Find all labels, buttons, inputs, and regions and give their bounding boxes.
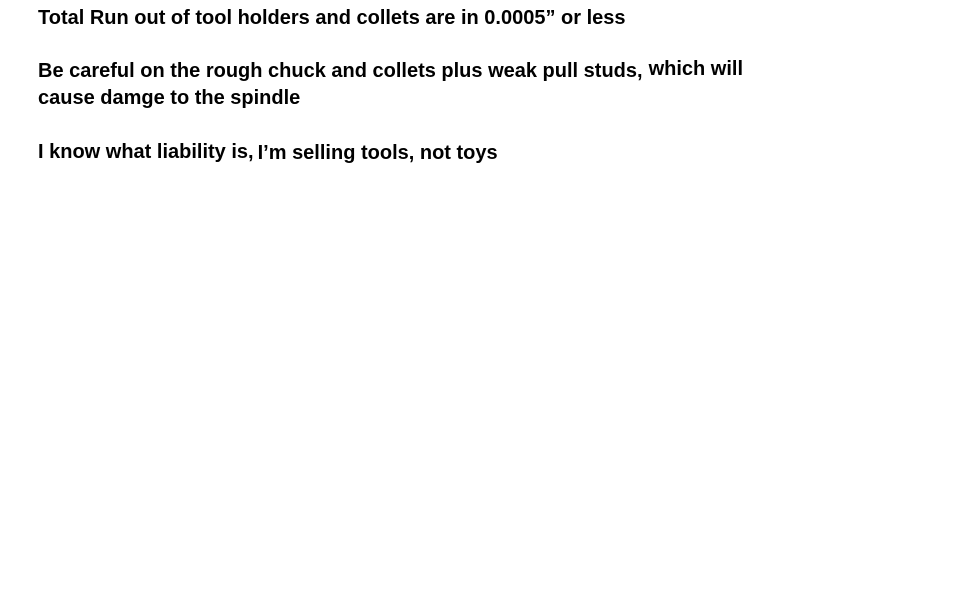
caution-text-continuation: cause damge to the spindle: [38, 87, 301, 109]
liability-statement: [38, 139, 498, 165]
liability-text-part2: I’m selling tools, not toys: [257, 142, 498, 164]
runout-text: Total Run out of tool holders and collets are in 0.0005” or less: [38, 7, 626, 29]
caution-text-part2: which will: [648, 58, 744, 80]
liability-text-part1: I know what liability is,: [38, 141, 254, 163]
caution-statement-line2: [38, 85, 300, 111]
caution-text-part1: Be careful on the rough chuck and collets plus weak pull studs,: [38, 60, 643, 82]
caution-statement-line1: [38, 58, 743, 84]
runout-statement: [38, 5, 626, 31]
